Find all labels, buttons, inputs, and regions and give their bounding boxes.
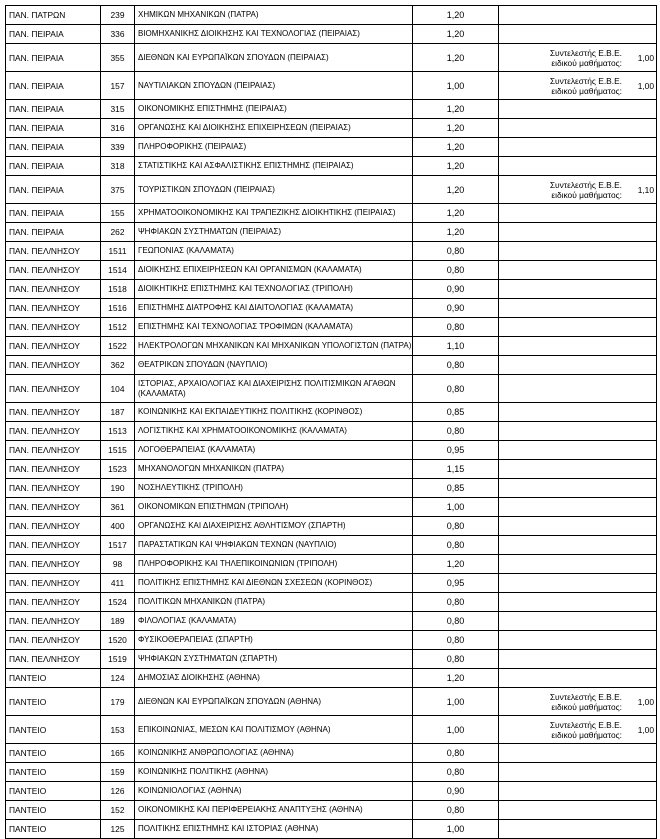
special-coefficient-label-line2: ειδικού μαθήματος: <box>551 85 622 96</box>
special-subject-note-cell <box>499 422 657 441</box>
departments-table <box>5 5 657 839</box>
special-subject-note-cell <box>499 536 657 555</box>
department-code-cell: 318 <box>101 157 135 176</box>
table-row <box>6 280 657 299</box>
special-subject-note-cell <box>499 763 657 782</box>
coefficient-cell: 1,20 <box>413 119 499 138</box>
special-coefficient-label <box>501 692 628 712</box>
coefficient-cell: 1,15 <box>413 460 499 479</box>
department-code-cell: 411 <box>101 574 135 593</box>
special-coefficient-label <box>501 48 628 68</box>
coefficient-cell: 0,85 <box>413 479 499 498</box>
table-row <box>6 460 657 479</box>
table-row <box>6 536 657 555</box>
table-row <box>6 299 657 318</box>
special-subject-note-cell <box>499 25 657 44</box>
table-row <box>6 204 657 223</box>
department-code-cell: 1512 <box>101 318 135 337</box>
special-subject-note-cell <box>499 100 657 119</box>
special-subject-note-cell <box>499 782 657 801</box>
department-code-cell: 189 <box>101 612 135 631</box>
department-name-cell: ΠΑΡΑΣΤΑΤΙΚΩΝ ΚΑΙ ΨΗΦΙΑΚΩΝ ΤΕΧΝΩΝ (ΝΑΥΠΛΙΟ) <box>135 536 413 555</box>
university-cell: ΠΑΝ. ΠΕΙΡΑΙΑ <box>6 100 101 119</box>
university-cell: ΠΑΝ. ΠΕΛ/ΝΗΣΟΥ <box>6 261 101 280</box>
department-code-cell: 355 <box>101 44 135 72</box>
table-row <box>6 375 657 403</box>
table-row <box>6 716 657 744</box>
special-subject-note-cell <box>499 403 657 422</box>
department-code-cell: 362 <box>101 356 135 375</box>
department-code-cell: 315 <box>101 100 135 119</box>
coefficient-cell: 1,20 <box>413 6 499 25</box>
table-row <box>6 6 657 25</box>
table-row <box>6 650 657 669</box>
special-subject-note-cell <box>499 669 657 688</box>
department-name-cell: ΟΡΓΑΝΩΣΗΣ ΚΑΙ ΔΙΑΧΕΙΡΙΣΗΣ ΑΘΛΗΤΙΣΜΟΥ (ΣΠΑΡΤΗ) <box>135 517 413 536</box>
department-name-cell: ΚΟΙΝΩΝΙΟΛΟΓΙΑΣ (ΑΘΗΝΑ) <box>135 782 413 801</box>
department-code-cell: 190 <box>101 479 135 498</box>
special-subject-note-cell <box>499 6 657 25</box>
table-row <box>6 261 657 280</box>
university-cell: ΠΑΝΤΕΙΟ <box>6 820 101 839</box>
coefficient-cell: 1,20 <box>413 204 499 223</box>
coefficient-cell: 0,80 <box>413 612 499 631</box>
special-subject-note-cell <box>499 517 657 536</box>
department-name-cell: ΠΟΛΙΤΙΚΩΝ ΜΗΧΑΝΙΚΩΝ (ΠΑΤΡΑ) <box>135 593 413 612</box>
coefficient-cell: 0,80 <box>413 422 499 441</box>
table-row <box>6 479 657 498</box>
coefficient-cell: 1,10 <box>413 337 499 356</box>
table-row <box>6 157 657 176</box>
special-coefficient-label-line1: Συντελεστής Ε.Β.Ε. <box>549 691 622 702</box>
special-subject-note-cell <box>499 375 657 403</box>
special-coefficient-label-line1: Συντελεστής Ε.Β.Ε. <box>549 179 622 190</box>
university-cell: ΠΑΝ. ΠΕΛ/ΝΗΣΟΥ <box>6 460 101 479</box>
special-coefficient-note <box>501 180 654 200</box>
coefficient-cell: 1,20 <box>413 25 499 44</box>
special-subject-note-cell <box>499 801 657 820</box>
special-subject-note-cell <box>499 261 657 280</box>
special-coefficient-label <box>501 720 628 740</box>
university-cell: ΠΑΝ. ΠΕΙΡΑΙΑ <box>6 25 101 44</box>
table-body <box>6 6 657 839</box>
coefficient-cell: 1,20 <box>413 669 499 688</box>
university-cell: ΠΑΝΤΕΙΟ <box>6 744 101 763</box>
coefficient-cell: 0,80 <box>413 744 499 763</box>
coefficient-cell: 0,90 <box>413 782 499 801</box>
department-name-cell: ΟΙΚΟΝΟΜΙΚΗΣ ΚΑΙ ΠΕΡΙΦΕΡΕΙΑΚΗΣ ΑΝΑΠΤΥΞΗΣ (ΑΘΗΝΑ) <box>135 801 413 820</box>
department-code-cell: 1513 <box>101 422 135 441</box>
university-cell: ΠΑΝΤΕΙΟ <box>6 782 101 801</box>
coefficient-cell: 0,80 <box>413 631 499 650</box>
university-cell: ΠΑΝ. ΠΕΛ/ΝΗΣΟΥ <box>6 242 101 261</box>
special-coefficient-label-line1: Συντελεστής Ε.Β.Ε. <box>549 75 622 86</box>
department-code-cell: 187 <box>101 403 135 422</box>
university-cell: ΠΑΝ. ΠΕΛ/ΝΗΣΟΥ <box>6 650 101 669</box>
special-subject-note-cell <box>499 820 657 839</box>
coefficient-cell: 0,80 <box>413 593 499 612</box>
department-code-cell: 179 <box>101 688 135 716</box>
table-row <box>6 574 657 593</box>
department-code-cell: 239 <box>101 6 135 25</box>
table-row <box>6 688 657 716</box>
special-subject-note-cell <box>499 119 657 138</box>
special-subject-note-cell <box>499 688 657 716</box>
university-cell: ΠΑΝ. ΠΕΙΡΑΙΑ <box>6 204 101 223</box>
university-cell: ΠΑΝ. ΠΕΛ/ΝΗΣΟΥ <box>6 593 101 612</box>
coefficient-cell: 0,80 <box>413 536 499 555</box>
table-row <box>6 498 657 517</box>
special-coefficient-value: 1,00 <box>637 724 654 735</box>
university-cell: ΠΑΝ. ΠΕΙΡΑΙΑ <box>6 44 101 72</box>
university-cell: ΠΑΝ. ΠΕΙΡΑΙΑ <box>6 176 101 204</box>
special-coefficient-label-line2: ειδικού μαθήματος: <box>551 701 622 712</box>
department-name-cell: ΛΟΓΟΘΕΡΑΠΕΙΑΣ (ΚΑΛΑΜΑΤΑ) <box>135 441 413 460</box>
university-cell: ΠΑΝ. ΠΕΛ/ΝΗΣΟΥ <box>6 631 101 650</box>
university-cell: ΠΑΝ. ΠΕΙΡΑΙΑ <box>6 72 101 100</box>
table-row <box>6 422 657 441</box>
department-name-cell: ΟΙΚΟΝΟΜΙΚΗΣ ΕΠΙΣΤΗΜΗΣ (ΠΕΙΡΑΙΑΣ) <box>135 100 413 119</box>
table-row <box>6 782 657 801</box>
university-cell: ΠΑΝ. ΠΕΛ/ΝΗΣΟΥ <box>6 498 101 517</box>
special-subject-note-cell <box>499 650 657 669</box>
table-row <box>6 138 657 157</box>
special-subject-note-cell <box>499 318 657 337</box>
special-subject-note-cell <box>499 744 657 763</box>
university-cell: ΠΑΝ. ΠΕΛ/ΝΗΣΟΥ <box>6 574 101 593</box>
department-name-cell: ΘΕΑΤΡΙΚΩΝ ΣΠΟΥΔΩΝ (ΝΑΥΠΛΙΟ) <box>135 356 413 375</box>
special-subject-note-cell <box>499 204 657 223</box>
university-cell: ΠΑΝ. ΠΕΙΡΑΙΑ <box>6 119 101 138</box>
special-subject-note-cell <box>499 223 657 242</box>
coefficient-cell: 1,20 <box>413 100 499 119</box>
department-name-cell: ΔΗΜΟΣΙΑΣ ΔΙΟΙΚΗΣΗΣ (ΑΘΗΝΑ) <box>135 669 413 688</box>
special-coefficient-value: 1,00 <box>637 696 654 707</box>
department-code-cell: 126 <box>101 782 135 801</box>
department-code-cell: 124 <box>101 669 135 688</box>
department-name-cell: ΒΙΟΜΗΧΑΝΙΚΗΣ ΔΙΟΙΚΗΣΗΣ ΚΑΙ ΤΕΧΝΟΛΟΓΙΑΣ (ΠΕΙΡΑΙΑΣ) <box>135 25 413 44</box>
university-cell: ΠΑΝΤΕΙΟ <box>6 801 101 820</box>
table-row <box>6 25 657 44</box>
special-coefficient-label-line2: ειδικού μαθήματος: <box>551 57 622 68</box>
coefficient-cell: 1,20 <box>413 223 499 242</box>
department-name-cell: ΠΟΛΙΤΙΚΗΣ ΕΠΙΣΤΗΜΗΣ ΚΑΙ ΙΣΤΟΡΙΑΣ (ΑΘΗΝΑ) <box>135 820 413 839</box>
coefficient-cell: 0,80 <box>413 650 499 669</box>
special-coefficient-label-line2: ειδικού μαθήματος: <box>551 729 622 740</box>
coefficient-cell: 0,80 <box>413 801 499 820</box>
department-name-cell: ΤΟΥΡΙΣΤΙΚΩΝ ΣΠΟΥΔΩΝ (ΠΕΙΡΑΙΑΣ) <box>135 176 413 204</box>
department-code-cell: 1519 <box>101 650 135 669</box>
department-name-cell: ΨΗΦΙΑΚΩΝ ΣΥΣΤΗΜΑΤΩΝ (ΣΠΑΡΤΗ) <box>135 650 413 669</box>
university-cell: ΠΑΝ. ΠΕΛ/ΝΗΣΟΥ <box>6 517 101 536</box>
department-name-cell: ΟΡΓΑΝΩΣΗΣ ΚΑΙ ΔΙΟΙΚΗΣΗΣ ΕΠΙΧΕΙΡΗΣΕΩΝ (ΠΕΙΡΑΙΑΣ) <box>135 119 413 138</box>
department-name-cell: ΧΗΜΙΚΩΝ ΜΗΧΑΝΙΚΩΝ (ΠΑΤΡΑ) <box>135 6 413 25</box>
coefficient-cell: 0,90 <box>413 280 499 299</box>
university-cell: ΠΑΝ. ΠΕΛ/ΝΗΣΟΥ <box>6 403 101 422</box>
special-subject-note-cell <box>499 593 657 612</box>
university-cell: ΠΑΝΤΕΙΟ <box>6 688 101 716</box>
special-coefficient-note <box>501 692 654 712</box>
coefficient-cell: 1,20 <box>413 138 499 157</box>
special-subject-note-cell <box>499 44 657 72</box>
department-name-cell: ΝΟΣΗΛΕΥΤΙΚΗΣ (ΤΡΙΠΟΛΗ) <box>135 479 413 498</box>
coefficient-cell: 0,80 <box>413 375 499 403</box>
department-code-cell: 400 <box>101 517 135 536</box>
table-row <box>6 44 657 72</box>
coefficient-cell: 0,80 <box>413 763 499 782</box>
university-cell: ΠΑΝ. ΠΑΤΡΩΝ <box>6 6 101 25</box>
coefficient-cell: 0,80 <box>413 242 499 261</box>
department-code-cell: 1520 <box>101 631 135 650</box>
table-row <box>6 593 657 612</box>
table-row <box>6 318 657 337</box>
table-row <box>6 763 657 782</box>
department-code-cell: 1524 <box>101 593 135 612</box>
department-name-cell: ΕΠΙΣΤΗΜΗΣ ΔΙΑΤΡΟΦΗΣ ΚΑΙ ΔΙΑΙΤΟΛΟΓΙΑΣ (ΚΑΛΑΜΑΤΑ) <box>135 299 413 318</box>
department-code-cell: 262 <box>101 223 135 242</box>
department-code-cell: 336 <box>101 25 135 44</box>
special-coefficient-label <box>501 180 628 200</box>
university-cell: ΠΑΝΤΕΙΟ <box>6 669 101 688</box>
department-name-cell: ΟΙΚΟΝΟΜΙΚΩΝ ΕΠΙΣΤΗΜΩΝ (ΤΡΙΠΟΛΗ) <box>135 498 413 517</box>
department-code-cell: 1518 <box>101 280 135 299</box>
special-subject-note-cell <box>499 337 657 356</box>
department-name-cell: ΠΛΗΡΟΦΟΡΙΚΗΣ (ΠΕΙΡΑΙΑΣ) <box>135 138 413 157</box>
coefficient-cell: 1,00 <box>413 498 499 517</box>
university-cell: ΠΑΝ. ΠΕΛ/ΝΗΣΟΥ <box>6 280 101 299</box>
special-coefficient-note <box>501 48 654 68</box>
department-name-cell: ΚΟΙΝΩΝΙΚΗΣ ΑΝΘΡΩΠΟΛΟΓΙΑΣ (ΑΘΗΝΑ) <box>135 744 413 763</box>
department-name-cell: ΚΟΙΝΩΝΙΚΗΣ ΚΑΙ ΕΚΠΑΙΔΕΥΤΙΚΗΣ ΠΟΛΙΤΙΚΗΣ (ΚΟΡΙΝΘΟΣ) <box>135 403 413 422</box>
university-cell: ΠΑΝ. ΠΕΛ/ΝΗΣΟΥ <box>6 318 101 337</box>
department-code-cell: 1511 <box>101 242 135 261</box>
department-name-cell: ΠΟΛΙΤΙΚΗΣ ΕΠΙΣΤΗΜΗΣ ΚΑΙ ΔΙΕΘΝΩΝ ΣΧΕΣΕΩΝ (ΚΟΡΙΝΘΟΣ) <box>135 574 413 593</box>
special-coefficient-label-line1: Συντελεστής Ε.Β.Ε. <box>549 47 622 58</box>
special-coefficient-note <box>501 76 654 96</box>
coefficient-cell: 0,95 <box>413 574 499 593</box>
coefficient-cell: 0,80 <box>413 261 499 280</box>
special-subject-note-cell <box>499 631 657 650</box>
department-code-cell: 1517 <box>101 536 135 555</box>
special-subject-note-cell <box>499 280 657 299</box>
table-row <box>6 119 657 138</box>
special-coefficient-label-line2: ειδικού μαθήματος: <box>551 189 622 200</box>
department-name-cell: ΔΙΟΙΚΗΤΙΚΗΣ ΕΠΙΣΤΗΜΗΣ ΚΑΙ ΤΕΧΝΟΛΟΓΙΑΣ (ΤΡΙΠΟΛΗ) <box>135 280 413 299</box>
coefficient-cell: 1,00 <box>413 820 499 839</box>
department-name-cell: ΛΟΓΙΣΤΙΚΗΣ ΚΑΙ ΧΡΗΜΑΤΟΟΙΚΟΝΟΜΙΚΗΣ (ΚΑΛΑΜΑΤΑ) <box>135 422 413 441</box>
special-subject-note-cell <box>499 138 657 157</box>
university-cell: ΠΑΝ. ΠΕΛ/ΝΗΣΟΥ <box>6 479 101 498</box>
table-row <box>6 337 657 356</box>
table-row <box>6 517 657 536</box>
department-name-cell: ΕΠΙΣΤΗΜΗΣ ΚΑΙ ΤΕΧΝΟΛΟΓΙΑΣ ΤΡΟΦΙΜΩΝ (ΚΑΛΑΜΑΤΑ) <box>135 318 413 337</box>
department-code-cell: 1514 <box>101 261 135 280</box>
table-row <box>6 403 657 422</box>
university-cell: ΠΑΝ. ΠΕΛ/ΝΗΣΟΥ <box>6 375 101 403</box>
special-subject-note-cell <box>499 299 657 318</box>
department-code-cell: 155 <box>101 204 135 223</box>
department-code-cell: 361 <box>101 498 135 517</box>
university-cell: ΠΑΝ. ΠΕΛ/ΝΗΣΟΥ <box>6 356 101 375</box>
table-row <box>6 669 657 688</box>
department-code-cell: 104 <box>101 375 135 403</box>
coefficient-cell: 0,90 <box>413 299 499 318</box>
department-code-cell: 125 <box>101 820 135 839</box>
department-code-cell: 1522 <box>101 337 135 356</box>
department-code-cell: 1515 <box>101 441 135 460</box>
special-coefficient-value: 1,00 <box>637 80 654 91</box>
department-name-cell: ΔΙΕΘΝΩΝ ΚΑΙ ΕΥΡΩΠΑΪΚΩΝ ΣΠΟΥΔΩΝ (ΑΘΗΝΑ) <box>135 688 413 716</box>
department-name-cell: ΔΙΕΘΝΩΝ ΚΑΙ ΕΥΡΩΠΑΪΚΩΝ ΣΠΟΥΔΩΝ (ΠΕΙΡΑΙΑΣ) <box>135 44 413 72</box>
special-coefficient-label-line1: Συντελεστής Ε.Β.Ε. <box>549 719 622 730</box>
coefficient-cell: 1,20 <box>413 44 499 72</box>
special-coefficient-value: 1,10 <box>637 184 654 195</box>
university-cell: ΠΑΝ. ΠΕΛ/ΝΗΣΟΥ <box>6 441 101 460</box>
special-coefficient-value: 1,00 <box>637 52 654 63</box>
department-name-cell: ΦΥΣΙΚΟΘΕΡΑΠΕΙΑΣ (ΣΠΑΡΤΗ) <box>135 631 413 650</box>
table-row <box>6 801 657 820</box>
coefficient-cell: 0,80 <box>413 318 499 337</box>
department-name-cell: ΧΡΗΜΑΤΟΟΙΚΟΝΟΜΙΚΗΣ ΚΑΙ ΤΡΑΠΕΖΙΚΗΣ ΔΙΟΙΚΗΤΙΚΗΣ (ΠΕΙΡΑΙΑΣ) <box>135 204 413 223</box>
table-row <box>6 631 657 650</box>
department-code-cell: 165 <box>101 744 135 763</box>
special-subject-note-cell <box>499 157 657 176</box>
table-row <box>6 356 657 375</box>
table-row <box>6 555 657 574</box>
department-name-cell: ΓΕΩΠΟΝΙΑΣ (ΚΑΛΑΜΑΤΑ) <box>135 242 413 261</box>
table-row <box>6 176 657 204</box>
special-subject-note-cell <box>499 555 657 574</box>
special-subject-note-cell <box>499 441 657 460</box>
university-cell: ΠΑΝ. ΠΕΛ/ΝΗΣΟΥ <box>6 422 101 441</box>
department-code-cell: 375 <box>101 176 135 204</box>
department-name-cell: ΙΣΤΟΡΙΑΣ, ΑΡΧΑΙΟΛΟΓΙΑΣ ΚΑΙ ΔΙΑΧΕΙΡΙΣΗΣ ΠΟΛΙΤΙΣΜΙΚΩΝ ΑΓΑΘΩΝ (ΚΑΛΑΜΑΤΑ) <box>135 375 413 403</box>
coefficient-cell: 1,20 <box>413 176 499 204</box>
university-cell: ΠΑΝ. ΠΕΛ/ΝΗΣΟΥ <box>6 612 101 631</box>
coefficient-cell: 1,00 <box>413 688 499 716</box>
special-subject-note-cell <box>499 498 657 517</box>
coefficient-cell: 0,80 <box>413 517 499 536</box>
special-subject-note-cell <box>499 460 657 479</box>
university-cell: ΠΑΝ. ΠΕΛ/ΝΗΣΟΥ <box>6 536 101 555</box>
department-code-cell: 1523 <box>101 460 135 479</box>
department-code-cell: 153 <box>101 716 135 744</box>
table-row <box>6 242 657 261</box>
table-row <box>6 72 657 100</box>
coefficient-cell: 0,85 <box>413 403 499 422</box>
special-coefficient-label <box>501 76 628 96</box>
special-subject-note-cell <box>499 72 657 100</box>
special-subject-note-cell <box>499 176 657 204</box>
department-code-cell: 98 <box>101 555 135 574</box>
department-name-cell: ΣΤΑΤΙΣΤΙΚΗΣ ΚΑΙ ΑΣΦΑΛΙΣΤΙΚΗΣ ΕΠΙΣΤΗΜΗΣ (ΠΕΙΡΑΙΑΣ) <box>135 157 413 176</box>
university-cell: ΠΑΝ. ΠΕΙΡΑΙΑ <box>6 138 101 157</box>
coefficient-cell: 0,80 <box>413 356 499 375</box>
special-subject-note-cell <box>499 356 657 375</box>
table-row <box>6 223 657 242</box>
department-name-cell: ΕΠΙΚΟΙΝΩΝΙΑΣ, ΜΕΣΩΝ ΚΑΙ ΠΟΛΙΤΙΣΜΟΥ (ΑΘΗΝΑ) <box>135 716 413 744</box>
department-name-cell: ΔΙΟΙΚΗΣΗΣ ΕΠΙΧΕΙΡΗΣΕΩΝ ΚΑΙ ΟΡΓΑΝΙΣΜΩΝ (ΚΑΛΑΜΑΤΑ) <box>135 261 413 280</box>
table-row <box>6 744 657 763</box>
department-name-cell: ΨΗΦΙΑΚΩΝ ΣΥΣΤΗΜΑΤΩΝ (ΠΕΙΡΑΙΑΣ) <box>135 223 413 242</box>
university-cell: ΠΑΝ. ΠΕΛ/ΝΗΣΟΥ <box>6 299 101 318</box>
department-name-cell: ΝΑΥΤΙΛΙΑΚΩΝ ΣΠΟΥΔΩΝ (ΠΕΙΡΑΙΑΣ) <box>135 72 413 100</box>
department-name-cell: ΗΛΕΚΤΡΟΛΟΓΩΝ ΜΗΧΑΝΙΚΩΝ ΚΑΙ ΜΗΧΑΝΙΚΩΝ ΥΠΟΛΟΓΙΣΤΩΝ (ΠΑΤΡΑ) <box>135 337 413 356</box>
university-cell: ΠΑΝ. ΠΕΙΡΑΙΑ <box>6 223 101 242</box>
university-cell: ΠΑΝ. ΠΕΛ/ΝΗΣΟΥ <box>6 555 101 574</box>
department-code-cell: 316 <box>101 119 135 138</box>
table-row <box>6 612 657 631</box>
department-code-cell: 1516 <box>101 299 135 318</box>
coefficient-cell: 1,00 <box>413 716 499 744</box>
department-code-cell: 157 <box>101 72 135 100</box>
special-subject-note-cell <box>499 242 657 261</box>
coefficient-cell: 1,20 <box>413 555 499 574</box>
special-coefficient-note <box>501 720 654 740</box>
special-subject-note-cell <box>499 479 657 498</box>
university-cell: ΠΑΝ. ΠΕΛ/ΝΗΣΟΥ <box>6 337 101 356</box>
university-cell: ΠΑΝ. ΠΕΙΡΑΙΑ <box>6 157 101 176</box>
table-row <box>6 100 657 119</box>
department-name-cell: ΠΛΗΡΟΦΟΡΙΚΗΣ ΚΑΙ ΤΗΛΕΠΙΚΟΙΝΩΝΙΩΝ (ΤΡΙΠΟΛΗ) <box>135 555 413 574</box>
department-code-cell: 159 <box>101 763 135 782</box>
department-code-cell: 152 <box>101 801 135 820</box>
coefficient-cell: 0,95 <box>413 441 499 460</box>
coefficient-cell: 1,20 <box>413 157 499 176</box>
special-subject-note-cell <box>499 574 657 593</box>
table-row <box>6 820 657 839</box>
special-subject-note-cell <box>499 612 657 631</box>
department-code-cell: 339 <box>101 138 135 157</box>
coefficient-cell: 1,00 <box>413 72 499 100</box>
department-name-cell: ΜΗΧΑΝΟΛΟΓΩΝ ΜΗΧΑΝΙΚΩΝ (ΠΑΤΡΑ) <box>135 460 413 479</box>
university-cell: ΠΑΝΤΕΙΟ <box>6 716 101 744</box>
department-name-cell: ΦΙΛΟΛΟΓΙΑΣ (ΚΑΛΑΜΑΤΑ) <box>135 612 413 631</box>
university-cell: ΠΑΝΤΕΙΟ <box>6 763 101 782</box>
special-subject-note-cell <box>499 716 657 744</box>
table-row <box>6 441 657 460</box>
department-name-cell: ΚΟΙΝΩΝΙΚΗΣ ΠΟΛΙΤΙΚΗΣ (ΑΘΗΝΑ) <box>135 763 413 782</box>
